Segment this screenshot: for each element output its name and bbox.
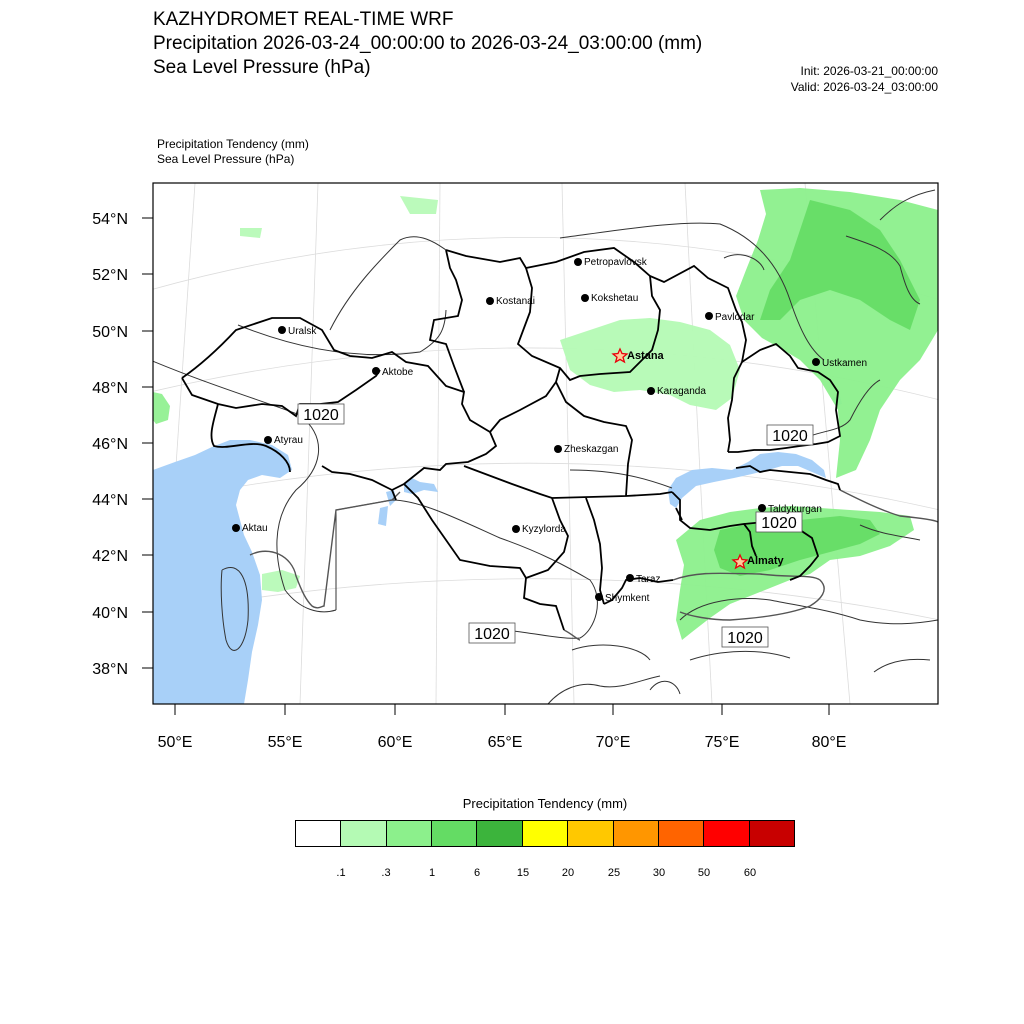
isobar-label-box [767,425,813,445]
slp-title: Sea Level Pressure (hPa) [153,57,371,78]
city-label: Shymkent [605,593,650,604]
city-almaty [733,555,785,568]
colorbar-label: 6 [473,867,481,879]
city-label: Kostanai [496,296,535,307]
city-label: Aktau [242,523,268,534]
precip-period-title: Precipitation 2026-03-24_00:00:00 to 2026-03-24_03:00:00 (mm) [153,33,703,54]
lat-ticks [142,218,153,668]
lon-label: 65°E [487,734,523,751]
lon-label: 50°E [157,734,193,751]
init-time: Init: 2026-03-21_00:00:00 [800,64,938,78]
isobar-label-box [756,512,802,532]
colorbar-swatch [432,821,477,846]
city-zheskazgan [554,444,618,455]
city-label: Taraz [636,574,661,585]
city-petropavlovsk [574,257,648,268]
isobar-label: 1020 [727,630,763,647]
city-astana [613,349,665,362]
colorbar-swatch [659,821,704,846]
colorbar-label: .3 [381,867,391,879]
colorbar-label: 20 [561,867,575,879]
lon-ticks [175,704,829,715]
lat-label: 52°N [92,267,128,284]
isobar-label: 1020 [772,428,808,445]
city-label: Kyzylorda [522,524,566,535]
colorbar-label: 15 [516,867,530,879]
lat-label: 40°N [92,605,128,622]
lat-label: 44°N [92,492,128,509]
city-label: Astana [627,350,664,362]
lon-label: 70°E [595,734,631,751]
lat-label: 54°N [92,211,128,228]
city-label: Kokshetau [591,293,639,304]
city-label: Almaty [747,555,784,567]
lon-label: 80°E [811,734,847,751]
colorbar-title: Precipitation Tendency (mm) [462,796,628,811]
lon-label: 60°E [377,734,413,751]
colorbar-swatch [523,821,568,846]
field-subtitle-slp: Sea Level Pressure (hPa) [157,152,295,166]
isobar-label-box [298,404,344,424]
lat-label: 46°N [92,436,128,453]
city-label: Zheskazgan [564,444,619,455]
lon-label: 75°E [704,734,740,751]
city-label: Aktobe [382,367,414,378]
isobar-label: 1020 [761,515,797,532]
colorbar-swatch [477,821,522,846]
colorbar-swatch [387,821,432,846]
colorbar-swatch [750,821,794,846]
city-label: Ustkamen [822,358,868,369]
colorbar-label: 30 [652,867,666,879]
isobar-label: 1020 [474,626,510,643]
city-label: Atyrau [274,435,303,446]
lat-label: 48°N [92,380,128,397]
colorbar [295,820,795,847]
colorbar-label: 60 [743,867,757,879]
map-title: KAZHYDROMET REAL-TIME WRF [153,9,454,30]
isobar-label-box [469,623,515,643]
city-taldykurgan [758,504,822,515]
colorbar-label: 25 [607,867,621,879]
city-label: Taldykurgan [768,504,822,515]
colorbar-swatch [614,821,659,846]
lat-label: 50°N [92,324,128,341]
lat-label: 42°N [92,548,128,565]
valid-time: Valid: 2026-03-24_03:00:00 [790,80,938,94]
lon-label: 55°E [267,734,303,751]
isobar-label-box [722,627,768,647]
lat-label: 38°N [92,661,128,678]
field-subtitle-precip: Precipitation Tendency (mm) [157,137,309,151]
city-label: Karaganda [657,386,706,397]
colorbar-label: .1 [336,867,346,879]
city-label: Uralsk [288,326,317,337]
colorbar-swatch [568,821,613,846]
colorbar-swatch [296,821,341,846]
city-label: Pavlodar [715,312,755,323]
colorbar-swatch [341,821,386,846]
isobar-label: 1020 [303,407,339,424]
city-label: Petropavlovsk [584,257,647,268]
colorbar-label: 50 [697,867,711,879]
colorbar-swatch [704,821,749,846]
colorbar-label: 1 [428,867,436,879]
